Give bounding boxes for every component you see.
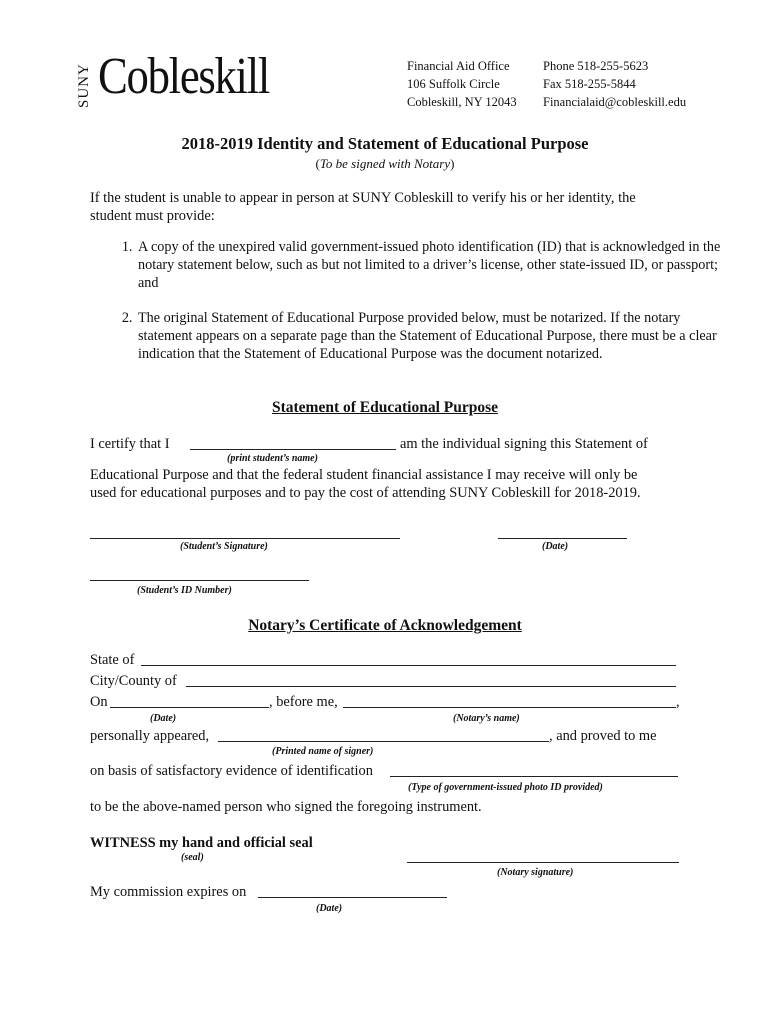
state-field[interactable] xyxy=(141,665,676,666)
requirement-item-2: 2. The original Statement of Educational Purpose provided below, must be notarized. If the notary statement appears on a separate page than the Statement of Educational Purpose, there must be a clear indication that the Statement of Educational Purpose was the document notarized. xyxy=(136,309,736,363)
student-name-field[interactable] xyxy=(190,449,396,450)
before-me-text: , before me, xyxy=(269,694,338,710)
seal-caption: (seal) xyxy=(181,852,204,863)
requirement-item-1: 1. A copy of the unexpired valid government-issued photo identification (ID) that is acknowledged in the notary statement below, such as but not limited to a driver’s license, other state-issued ID, or passport; and xyxy=(136,238,736,292)
notary-name-field[interactable] xyxy=(343,707,676,708)
county-label: City/County of xyxy=(90,673,177,689)
id-type-field[interactable] xyxy=(390,776,678,777)
commission-label: My commission expires on xyxy=(90,884,247,900)
intro-line-1: If the student is unable to appear in person at SUNY Cobleskill to verify his or her identity, the xyxy=(90,190,636,206)
signer-name-field[interactable] xyxy=(218,741,549,742)
printed-name-caption: (Printed name of signer) xyxy=(272,746,374,757)
notary-heading: Notary’s Certificate of Acknowledgement xyxy=(248,617,522,634)
office-name: Financial Aid Office xyxy=(407,59,510,73)
student-date-caption: (Date) xyxy=(542,541,569,552)
print-name-caption: (print student’s name) xyxy=(227,453,318,464)
personally-appeared-label: personally appeared, xyxy=(90,728,210,744)
student-signature-field[interactable] xyxy=(90,538,400,539)
witness-text: WITNESS my hand and official seal xyxy=(90,835,313,851)
certify-prefix: I certify that I xyxy=(90,436,170,452)
intro-line-2: student must provide: xyxy=(90,208,215,224)
email-address: Financialaid@cobleskill.edu xyxy=(543,95,687,109)
student-id-field[interactable] xyxy=(90,580,309,581)
notary-signature-caption: (Notary signature) xyxy=(497,867,574,878)
subtitle: (To be signed with Notary) xyxy=(315,156,455,171)
student-id-caption: (Student’s ID Number) xyxy=(137,585,232,596)
commission-date-caption: (Date) xyxy=(316,903,343,914)
evidence-label: on basis of satisfactory evidence of identification xyxy=(90,763,373,779)
phone-number: Phone 518-255-5623 xyxy=(543,59,649,73)
statement-line-2: Educational Purpose and that the federal student financial assistance I may receive will only be xyxy=(90,467,638,483)
notary-signature-field[interactable] xyxy=(407,862,679,863)
student-date-field[interactable] xyxy=(498,538,627,539)
proved-to-me-text: , and proved to me xyxy=(549,728,657,744)
certify-suffix: am the individual signing this Statement of xyxy=(400,436,648,452)
notary-date-caption: (Date) xyxy=(150,713,177,724)
trailing-comma: , xyxy=(676,694,680,710)
above-named-text: to be the above-named person who signed the foregoing instrument. xyxy=(90,799,482,815)
county-field[interactable] xyxy=(186,686,676,687)
logo-suny-text: SUNY xyxy=(76,63,92,108)
requirements-list xyxy=(90,238,736,380)
statement-heading: Statement of Educational Purpose xyxy=(271,399,499,416)
office-street: 106 Suffolk Circle xyxy=(407,77,500,91)
notary-name-caption: (Notary’s name) xyxy=(453,713,520,724)
student-signature-caption: (Student’s Signature) xyxy=(180,541,268,552)
id-type-caption: (Type of government-issued photo ID provided) xyxy=(408,782,603,793)
fax-number: Fax 518-255-5844 xyxy=(543,77,636,91)
subtitle-notary-note: To be signed with Notary xyxy=(319,156,451,171)
contact-block xyxy=(543,57,686,111)
commission-date-field[interactable] xyxy=(258,897,447,898)
page-title: 2018-2019 Identity and Statement of Educational Purpose xyxy=(181,134,589,153)
office-city: Cobleskill, NY 12043 xyxy=(407,95,517,109)
on-label: On xyxy=(90,694,108,710)
logo-cobleskill: Cobleskill xyxy=(98,48,269,105)
notary-date-field[interactable] xyxy=(110,707,269,708)
statement-line-3: used for educational purposes and to pay the cost of attending SUNY Cobleskill for 2018-2019. xyxy=(90,485,641,501)
office-address-block xyxy=(407,57,517,111)
state-label: State of xyxy=(90,652,135,668)
